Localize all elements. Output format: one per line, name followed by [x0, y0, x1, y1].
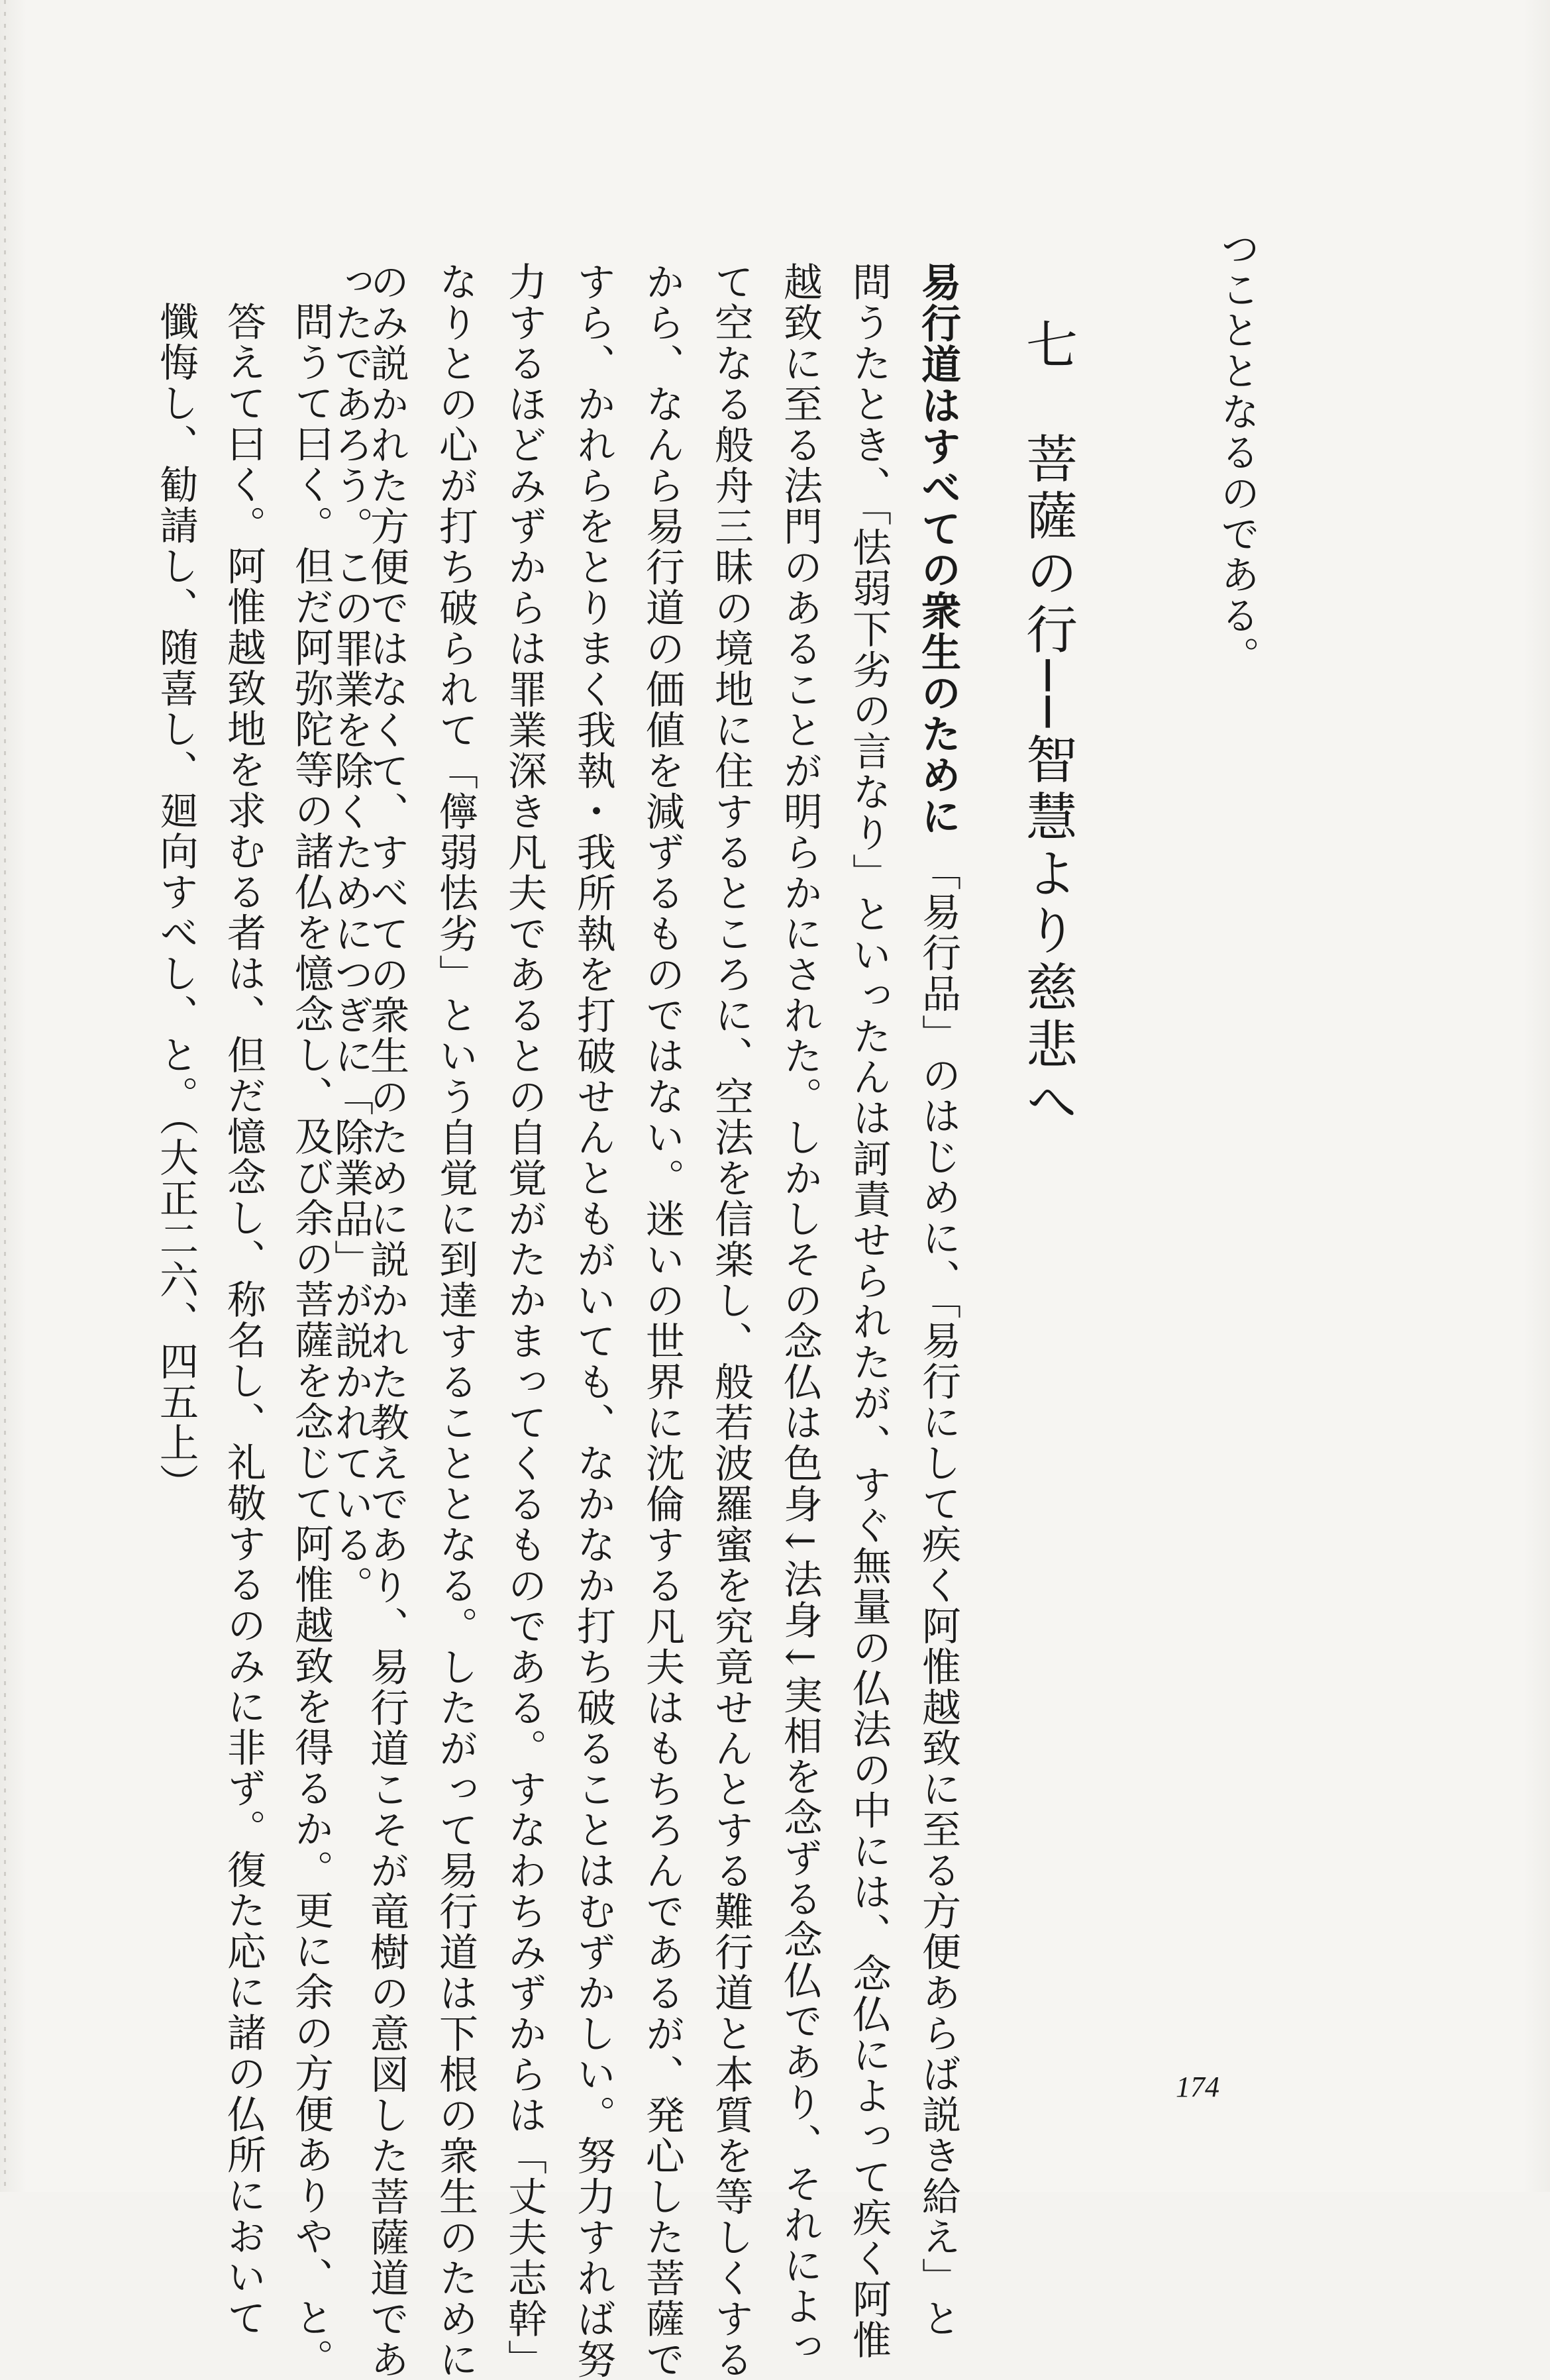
paragraph1-column-6: すら、かれらをとりまく我執・我所執を打破せんともがいても、なかなか打ち破ることはむずかしい。努力すれば努	[570, 262, 616, 2380]
paragraph1-column-5: から、なんら易行道の価値を減ずるものではない。迷いの世界に沈倫する凡夫はもちろんであるが、発心した菩薩で	[639, 262, 685, 2380]
paragraph1-column-1-text: 「易行品」のはじめに、「易行にして疾く阿惟越致に至る方便あらば説き給え」と	[915, 851, 961, 2339]
paragraph1-column-9: のみ説かれた方便ではなくて、すべての衆生のために説かれた教えであり、易行道こそが竜樹の意図した菩薩道であ	[364, 262, 409, 2380]
quote-column-3: 懺悔し、勧請し、随喜し、廻向すべし、と。（大正二六、四五上）	[153, 301, 199, 1504]
quote-column-1: 問うて曰く。但だ阿弥陀等の諸仏を憶念し、及び余の菩薩を念じて阿惟越致を得るか。更に余の方便ありや、と。	[288, 301, 334, 2379]
paragraph1-column-4: て空なる般舟三昧の境地に住するところに、空法を信楽し、般若波羅蜜を究竟せんとする難行道と本質を等しくする	[708, 262, 754, 2380]
page-number: 174	[1176, 2071, 1219, 2103]
paragraph1-column-2: 問うたとき、「怯弱下劣の言なり」といったんは訶責せられたが、すぐ無量の仏法の中には、念仏によって疾く阿惟	[846, 262, 892, 2361]
page-edge-shadow	[4, 0, 6, 2192]
paragraph1-column-8: なりとの心が打ち破られて「儜弱怯劣」という自覚に到達することとなる。したがって易行道は下根の衆生のために	[433, 262, 478, 2380]
paragraph1-column-3: 越致に至る法門のあることが明らかにされた。しかしその念仏は色身↓法身↓実相を念ずる念仏であり、それによっ	[777, 262, 823, 2367]
paragraph1-column-1	[915, 262, 961, 2339]
paragraph1-column-10: ったであろう。この罪業を除くためにつぎに「除業品」が説かれている。	[328, 262, 374, 1606]
paragraph1-column-7: 力するほどみずからは罪業深き凡夫であるとの自覚がたかまってくるものである。すなわちみずからは「丈夫志幹」	[501, 262, 547, 2380]
section-heading: 七 菩薩の行──智慧より慈悲へ	[1017, 318, 1077, 1131]
run-in-heading: 易行道はすべての衆生のために	[915, 262, 961, 837]
opening-line: つこととなるのである。	[1214, 229, 1260, 677]
quote-column-2: 答えて曰く。阿惟越致地を求むる者は、但だ憶念し、称名し、礼敬するのみに非ず。復た応に諸の仏所において	[221, 301, 266, 2338]
